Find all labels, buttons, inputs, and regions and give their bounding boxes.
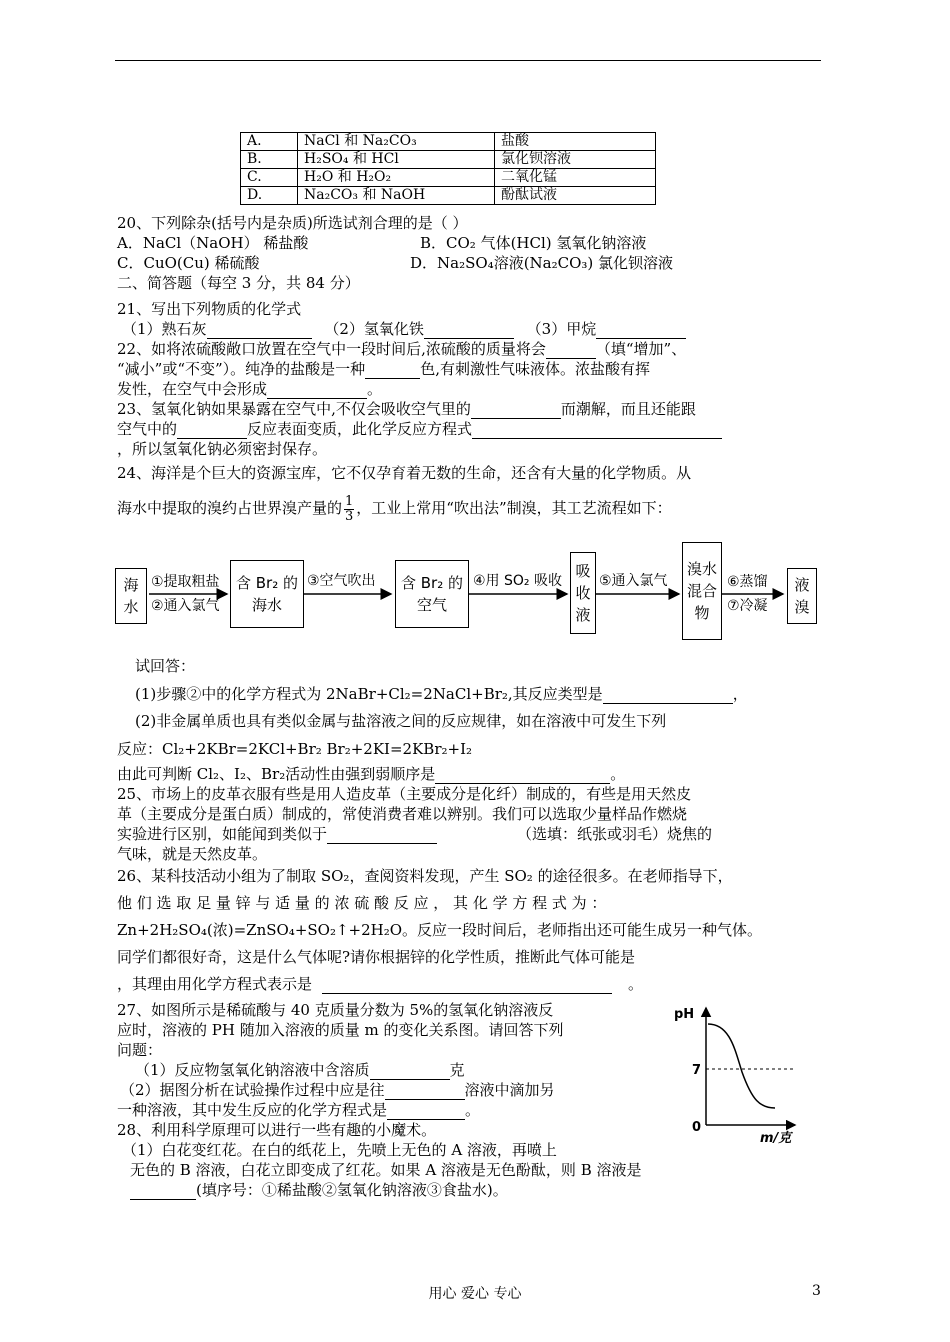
flow-box-liquid-bromine: 液 溴 [787,568,817,624]
q24-sub-2-reactions: 反应：Cl₂+2KBr=2KCl+Br₂ Br₂+2KI=2KBr₂+I₂ [117,740,473,758]
q25-line-1: 25、市场上的皮革衣服有些是用人造皮革（主要成分是化纤）制成的，有些是用天然皮 [117,785,692,803]
q24-ask: 试回答： [135,657,196,675]
q22-line-1: 22、如将浓硫酸敞口放置在空气中一段时间后,浓硫酸的质量将会 （填“增加”、 [117,340,687,358]
table-row: A. NaCl 和 Na₂CO₃ 盐酸 [241,133,656,151]
q26-line-5: ，其理由用化学方程式表示是 。 [117,975,644,993]
q27-part-2: （2）据图分析在试验操作过程中应是往 溶液中滴加另 [120,1081,555,1099]
q23-line-1: 23、氢氧化钠如果暴露在空气中,不仅会吸收空气里的 而潮解，而且还能跟 [117,400,696,418]
answer-blank[interactable] [472,422,722,439]
q27-line-2: 应时，溶液的 PH 随加入溶液的质量 m 的变化关系图。请回答下列 [117,1021,564,1039]
flow-step-3: ③空气吹出 [307,573,376,589]
table-row: B. H₂SO₄ 和 HCl 氯化钡溶液 [241,151,656,169]
q20-option-d: D．Na₂SO₄溶液(Na₂CO₃) 氯化钡溶液 [410,254,674,272]
ph-graph [670,1000,810,1148]
q25-line-3: 实验进行区别，如能闻到类似于 （选填：纸张或羽毛）烧焦的 [117,825,713,843]
flow-step-5: ⑤通入氯气 [599,573,668,589]
answer-blank[interactable] [603,687,733,704]
q24-line-1: 24、海洋是个巨大的资源宝库，它不仅孕育着无数的生命，还含有大量的化学物质。从 [117,464,692,482]
q27-line-1: 27、如图所示是稀硫酸与 40 克质量分数为 5%的氢氧化钠溶液反 [117,1001,554,1019]
answer-blank[interactable] [207,322,312,339]
q22-line-3: 发性，在空气中会形成 。 [117,380,383,398]
q24-sub-1: (1)步骤②中的化学方程式为 2NaBr+Cl₂=2NaCl+Br₂,其反应类型是 ， [135,685,748,703]
q26-line-1: 26、某科技活动小组为了制取 SO₂，查阅资料发现，产生 SO₂ 的途径很多。在老师指导下， [117,867,733,885]
flow-box-br2-air: 含 Br₂ 的 空气 [395,560,469,628]
ph-curve [708,1024,775,1108]
q24-line-2: 海水中提取的溴约占世界溴产量的 $\frac{1}{3}$ ，工业上常用“吹出法”制溴，其工艺流程如下： [117,493,672,524]
page-number: 3 [812,1283,821,1299]
answer-blank[interactable] [365,362,420,379]
flow-box-br2-seawater: 含 Br₂ 的 海水 [230,560,304,628]
q28-line-3: 无色的 B 溶液，白花立即变成了红花。如果 A 溶液是无色酚酞，则 B 溶液是 [130,1161,642,1179]
answer-blank[interactable] [370,1063,450,1080]
q21-stem: 21、写出下列物质的化学式 [117,300,302,318]
q28-line-2: （1）白花变红花。在白的纸花上，先喷上无色的 A 溶液，再喷上 [122,1141,557,1159]
flow-box-bromine-water: 溴水 混合 物 [682,542,722,640]
q27-part-3: 一种溶液，其中发生反应的化学方程式是 。 [117,1101,481,1119]
q20-option-b: B．CO₂ 气体(HCl) 氢氧化钠溶液 [420,234,647,252]
header-rule [115,60,821,61]
q25-line-2: 革（主要成分是蛋白质）制成的，常使消费者难以辨别。我们可以选取少量样品作燃烧 [117,805,688,823]
answer-blank[interactable] [267,382,367,399]
q21-parts: （1）熟石灰 （2）氢氧化铁 （3）甲烷 [122,319,686,339]
q26-line-4: 同学们都很好奇，这是什么气体呢?请你根据锌的化学性质，推断此气体可能是 [117,948,636,966]
answer-blank[interactable] [435,767,610,784]
page-footer: 用心 爱心 专心 [428,1286,522,1302]
options-table [240,132,656,205]
answer-blank[interactable] [322,977,612,994]
q28-line-1: 28、利用科学原理可以进行一些有趣的小魔术。 [117,1121,437,1139]
q24-sub-2: (2)非金属单质也具有类似金属与盐溶液之间的反应规律，如在溶液中可发生下列 [135,712,667,730]
answer-blank[interactable] [546,342,596,359]
q23-line-3: ，所以氢氧化钠必须密封保存。 [117,440,328,458]
x-axis-label: m/克 [760,1131,792,1146]
q27-line-3: 问题： [117,1041,163,1059]
section-heading: 二、简答题（每空 3 分，共 84 分） [117,274,360,292]
q23-line-2: 空气中的 反应表面变质，此化学反应方程式 [117,419,722,439]
flow-box-absorbent: 吸 收 液 [570,552,596,634]
flow-box-seawater: 海 水 [115,568,147,624]
q20-option-c: C．CuO(Cu) 稀硫酸 [117,254,260,272]
q28-line-4: (填序号：①稀盐酸②氢氧化钠溶液③食盐水)。 [130,1180,508,1200]
bromine-process-flowchart [115,542,835,652]
table-row: C. H₂O 和 H₂O₂ 二氧化锰 [241,169,656,187]
q22-line-2: “减小”或“不变”）。纯净的盐酸是一种 色,有刺激性气味液体。浓盐酸有挥 [117,360,650,378]
fraction: $\frac{1}{3}$ [345,493,354,524]
q20-stem: 20、下列除杂(括号内是杂质)所选试剂合理的是（ ） [117,214,468,232]
answer-blank[interactable] [424,322,514,339]
y-tick-7: 7 [692,1063,702,1078]
q27-part-1: （1）反应物氢氧化钠溶液中含溶质 克 [135,1061,465,1079]
q20-option-a: A．NaCl（NaOH） 稀盐酸 [117,234,309,252]
flow-step-1-2: ①提取粗盐 ②通入氯气 [151,574,220,614]
origin-label: 0 [692,1120,702,1135]
q26-line-3: Zn+2H₂SO₄(浓)=ZnSO₄+SO₂↑+2H₂O。反应一段时间后，老师指出还可能生成另一种气体。 [117,921,763,939]
answer-blank[interactable] [130,1183,196,1200]
answer-blank[interactable] [387,1103,465,1120]
flow-step-4: ④用 SO₂ 吸收 [473,573,562,589]
q26-line-2: 他 们 选 取 足 量 锌 与 适 量 的 浓 硫 酸 反 应 ， 其 化 学 方 程 式 为 ： [117,894,607,912]
answer-blank[interactable] [177,422,247,439]
q24-sub-2-order: 由此可判断 Cl₂、I₂、Br₂活动性由强到弱顺序是 。 [117,765,626,783]
answer-blank[interactable] [327,827,437,844]
flow-step-6-7: ⑥蒸馏 ⑦冷凝 [727,574,768,614]
answer-blank[interactable] [596,322,686,339]
answer-blank[interactable] [471,402,561,419]
table-row: D. Na₂CO₃ 和 NaOH 酚酞试液 [241,187,656,205]
answer-blank[interactable] [385,1083,465,1100]
y-axis-label: pH [674,1007,695,1022]
q25-line-4: 气味，就是天然皮革。 [117,845,268,863]
